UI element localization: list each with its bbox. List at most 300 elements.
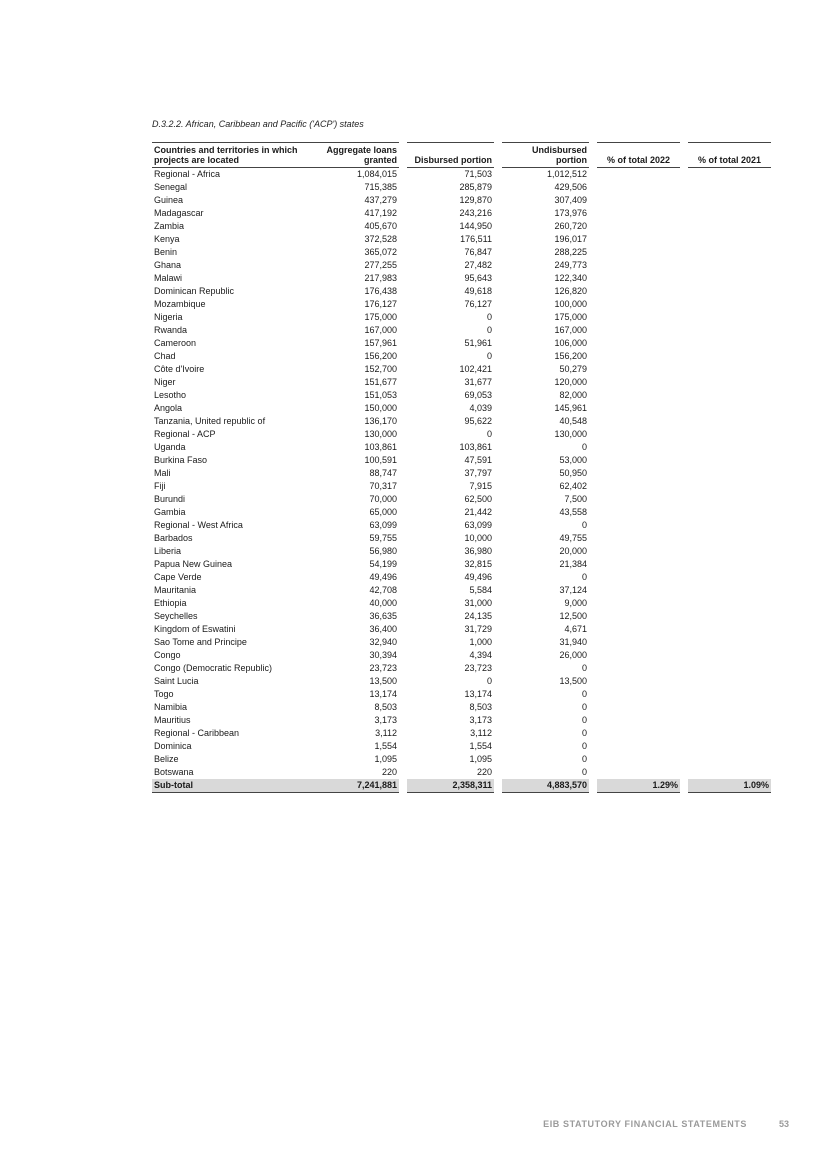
cell-pct-2021 (688, 194, 771, 207)
cell-pct-2021 (688, 220, 771, 233)
cell-pct-2021 (688, 428, 771, 441)
cell-aggregate: 715,385 (364, 182, 397, 192)
cell-aggregate: 36,400 (369, 624, 397, 634)
cell-undisbursed: 0 (581, 663, 587, 673)
cell-pct-2022 (597, 389, 680, 402)
cell-disbursed: 32,815 (464, 559, 492, 569)
cell-pct-2021 (688, 168, 771, 182)
table-row (152, 233, 771, 246)
cell-country: Mali (154, 468, 171, 478)
cell-pct-2022 (597, 753, 680, 766)
cell-aggregate: 175,000 (364, 312, 397, 322)
cell-pct-2021 (688, 376, 771, 389)
cell-pct-2022 (597, 363, 680, 376)
cell-pct-2021 (688, 714, 771, 727)
table-row (152, 714, 771, 727)
cell-aggregate: 365,072 (364, 247, 397, 257)
cell-country: Mauritania (154, 585, 197, 595)
cell-pct-2022 (597, 454, 680, 467)
cell-undisbursed: 0 (581, 520, 587, 530)
cell-country: Dominican Republic (154, 286, 235, 296)
table-row (152, 246, 771, 259)
table-row (152, 454, 771, 467)
cell-pct-2022 (597, 181, 680, 194)
table-row (152, 636, 771, 649)
table-row (152, 220, 771, 233)
cell-country: Lesotho (154, 390, 187, 400)
cell-pct-2021 (688, 246, 771, 259)
cell-disbursed: 5,584 (469, 585, 492, 595)
cell-aggregate: 13,174 (369, 689, 397, 699)
cell-pct-2021 (688, 727, 771, 740)
cell-pct-2021 (688, 402, 771, 415)
table-row (152, 675, 771, 688)
header-pct-2021: % of total 2021 (688, 143, 771, 168)
cell-country: Saint Lucia (154, 676, 199, 686)
cell-pct-2021 (688, 740, 771, 753)
cell-disbursed: 4,039 (469, 403, 492, 413)
cell-pct-2021 (688, 688, 771, 701)
cell-pct-2022 (597, 376, 680, 389)
cell-country: Uganda (154, 442, 186, 452)
cell-country: Mauritius (154, 715, 191, 725)
cell-aggregate: 13,500 (369, 676, 397, 686)
cell-country: Côte d'Ivoire (154, 364, 205, 374)
cell-pct-2022 (597, 623, 680, 636)
cell-disbursed: 1,554 (469, 741, 492, 751)
cell-pct-2021 (688, 675, 771, 688)
running-footer: EIB STATUTORY FINANCIAL STATEMENTS (543, 1119, 747, 1129)
cell-country: Namibia (154, 702, 188, 712)
cell-country: Ghana (154, 260, 182, 270)
cell-undisbursed: 145,961 (554, 403, 587, 413)
cell-pct-2021 (688, 558, 771, 571)
table-row (152, 597, 771, 610)
cell-country: Togo (154, 689, 174, 699)
cell-pct-2022 (597, 493, 680, 506)
cell-aggregate: 63,099 (369, 520, 397, 530)
cell-aggregate: 49,496 (369, 572, 397, 582)
cell-pct-2021 (688, 584, 771, 597)
cell-pct-2021 (688, 337, 771, 350)
cell-undisbursed: 62,402 (559, 481, 587, 491)
cell-undisbursed: 50,279 (559, 364, 587, 374)
cell-disbursed: 10,000 (464, 533, 492, 543)
cell-pct-2022 (597, 194, 680, 207)
cell-disbursed: 13,174 (464, 689, 492, 699)
cell-country: Seychelles (154, 611, 198, 621)
cell-undisbursed: 31,940 (559, 637, 587, 647)
cell-country: Senegal (154, 182, 188, 192)
cell-disbursed: 24,135 (464, 611, 492, 621)
cell-undisbursed: 0 (581, 689, 587, 699)
cell-aggregate: 103,861 (364, 442, 397, 452)
table-row (152, 688, 771, 701)
table-row (152, 558, 771, 571)
cell-undisbursed: 249,773 (554, 260, 587, 270)
table-row (152, 298, 771, 311)
cell-aggregate: 437,279 (364, 195, 397, 205)
cell-pct-2021 (688, 350, 771, 363)
cell-aggregate: 3,112 (375, 728, 397, 738)
cell-aggregate: 277,255 (364, 260, 397, 270)
table-row (152, 662, 771, 675)
table-row (152, 441, 771, 454)
cell-pct-2022 (597, 337, 680, 350)
cell-disbursed: 8,503 (469, 702, 492, 712)
cell-country: Guinea (154, 195, 184, 205)
table-row (152, 649, 771, 662)
cell-disbursed: 3,173 (469, 715, 492, 725)
cell-disbursed: 243,216 (459, 208, 492, 218)
subtotal-disbursed: 2,358,311 (407, 779, 494, 793)
cell-country: Tanzania, United republic of (154, 416, 266, 426)
cell-disbursed: 103,861 (459, 442, 492, 452)
cell-aggregate: 1,554 (374, 741, 397, 751)
cell-undisbursed: 156,200 (554, 351, 587, 361)
cell-disbursed: 95,643 (464, 273, 492, 283)
cell-disbursed: 0 (486, 429, 492, 439)
cell-pct-2021 (688, 324, 771, 337)
cell-disbursed: 220 (476, 767, 492, 777)
cell-pct-2021 (688, 610, 771, 623)
cell-aggregate: 42,708 (369, 585, 397, 595)
cell-undisbursed: 0 (581, 715, 587, 725)
cell-pct-2021 (688, 441, 771, 454)
cell-undisbursed: 12,500 (559, 611, 587, 621)
cell-disbursed: 144,950 (459, 221, 492, 231)
cell-pct-2021 (688, 597, 771, 610)
cell-aggregate: 176,127 (364, 299, 397, 309)
cell-country: Regional - Africa (154, 169, 221, 179)
cell-country: Papua New Guinea (154, 559, 233, 569)
cell-disbursed: 63,099 (464, 520, 492, 530)
cell-aggregate: 70,000 (369, 494, 397, 504)
cell-aggregate: 40,000 (369, 598, 397, 608)
cell-country: Congo (Democratic Republic) (154, 663, 273, 673)
cell-pct-2021 (688, 623, 771, 636)
table-row (152, 428, 771, 441)
cell-pct-2022 (597, 519, 680, 532)
cell-pct-2022 (597, 220, 680, 233)
cell-pct-2022 (597, 428, 680, 441)
cell-pct-2021 (688, 506, 771, 519)
table-row (152, 363, 771, 376)
table-row (152, 519, 771, 532)
cell-disbursed: 37,797 (464, 468, 492, 478)
cell-disbursed: 76,127 (464, 299, 492, 309)
subtotal-pct-2021: 1.09% (688, 779, 771, 793)
cell-pct-2021 (688, 480, 771, 493)
header-undisbursed: Undisbursed portion (502, 143, 589, 168)
cell-pct-2022 (597, 324, 680, 337)
table-header-row (152, 143, 771, 168)
cell-aggregate: 150,000 (364, 403, 397, 413)
table-row (152, 350, 771, 363)
cell-undisbursed: 0 (581, 741, 587, 751)
table-row (152, 467, 771, 480)
page-number: 53 (778, 1119, 789, 1129)
cell-pct-2022 (597, 675, 680, 688)
cell-aggregate: 23,723 (369, 663, 397, 673)
table-row (152, 506, 771, 519)
cell-disbursed: 62,500 (464, 494, 492, 504)
cell-disbursed: 31,729 (464, 624, 492, 634)
cell-disbursed: 7,915 (469, 481, 492, 491)
cell-pct-2022 (597, 545, 680, 558)
table-row (152, 207, 771, 220)
cell-country: Barbados (154, 533, 193, 543)
cell-aggregate: 405,670 (364, 221, 397, 231)
cell-pct-2021 (688, 389, 771, 402)
cell-pct-2021 (688, 181, 771, 194)
cell-pct-2022 (597, 350, 680, 363)
cell-country: Malawi (154, 273, 183, 283)
cell-pct-2021 (688, 545, 771, 558)
cell-country: Sao Tome and Principe (154, 637, 247, 647)
cell-pct-2022 (597, 649, 680, 662)
cell-aggregate: 59,755 (369, 533, 397, 543)
cell-disbursed: 69,053 (464, 390, 492, 400)
cell-disbursed: 285,879 (459, 182, 492, 192)
table-row (152, 727, 771, 740)
cell-pct-2022 (597, 766, 680, 779)
cell-undisbursed: 40,548 (559, 416, 587, 426)
cell-undisbursed: 4,671 (564, 624, 587, 634)
cell-undisbursed: 37,124 (559, 585, 587, 595)
cell-disbursed: 49,496 (464, 572, 492, 582)
cell-pct-2022 (597, 207, 680, 220)
table-row (152, 571, 771, 584)
cell-disbursed: 49,618 (464, 286, 492, 296)
cell-disbursed: 1,000 (469, 637, 492, 647)
cell-aggregate: 70,317 (369, 481, 397, 491)
cell-country: Benin (154, 247, 178, 257)
cell-undisbursed: 196,017 (554, 234, 587, 244)
cell-pct-2022 (597, 532, 680, 545)
cell-pct-2022 (597, 441, 680, 454)
table-row (152, 493, 771, 506)
cell-undisbursed: 21,384 (559, 559, 587, 569)
table-row (152, 272, 771, 285)
cell-disbursed: 3,112 (470, 728, 492, 738)
cell-disbursed: 27,482 (464, 260, 492, 270)
cell-pct-2021 (688, 649, 771, 662)
cell-aggregate: 156,200 (364, 351, 397, 361)
cell-pct-2022 (597, 168, 680, 182)
cell-country: Burkina Faso (154, 455, 208, 465)
cell-pct-2021 (688, 272, 771, 285)
table-row (152, 194, 771, 207)
cell-aggregate: 1,095 (374, 754, 397, 764)
cell-disbursed: 31,000 (464, 598, 492, 608)
cell-undisbursed: 7,500 (564, 494, 587, 504)
cell-country: Belize (154, 754, 179, 764)
cell-disbursed: 0 (486, 351, 492, 361)
cell-country: Mozambique (154, 299, 206, 309)
cell-aggregate: 151,053 (364, 390, 397, 400)
table-row (152, 402, 771, 415)
subtotal-row (152, 779, 771, 793)
cell-undisbursed: 126,820 (554, 286, 587, 296)
cell-aggregate: 417,192 (364, 208, 397, 218)
cell-aggregate: 56,980 (369, 546, 397, 556)
cell-aggregate: 152,700 (364, 364, 397, 374)
cell-aggregate: 30,394 (369, 650, 397, 660)
cell-country: Zambia (154, 221, 185, 231)
table-row (152, 337, 771, 350)
cell-disbursed: 0 (486, 312, 492, 322)
subtotal-label: Sub-total (152, 779, 312, 793)
cell-pct-2021 (688, 454, 771, 467)
cell-aggregate: 220 (381, 767, 397, 777)
cell-country: Madagascar (154, 208, 204, 218)
table-row (152, 532, 771, 545)
cell-pct-2022 (597, 662, 680, 675)
cell-disbursed: 71,503 (464, 169, 492, 179)
cell-pct-2021 (688, 519, 771, 532)
cell-pct-2022 (597, 610, 680, 623)
cell-pct-2022 (597, 584, 680, 597)
cell-aggregate: 54,199 (369, 559, 397, 569)
cell-country: Kenya (154, 234, 180, 244)
cell-disbursed: 23,723 (464, 663, 492, 673)
cell-country: Burundi (154, 494, 186, 504)
cell-undisbursed: 173,976 (554, 208, 587, 218)
cell-country: Liberia (154, 546, 182, 556)
cell-undisbursed: 82,000 (559, 390, 587, 400)
cell-pct-2022 (597, 558, 680, 571)
cell-country: Rwanda (154, 325, 188, 335)
table-row (152, 701, 771, 714)
cell-pct-2021 (688, 493, 771, 506)
subtotal-pct-2022: 1.29% (597, 779, 680, 793)
cell-country: Botswana (154, 767, 194, 777)
cell-pct-2021 (688, 753, 771, 766)
table-row (152, 285, 771, 298)
cell-country: Regional - West Africa (154, 520, 243, 530)
cell-pct-2021 (688, 363, 771, 376)
cell-country: Chad (154, 351, 176, 361)
cell-aggregate: 100,591 (364, 455, 397, 465)
cell-undisbursed: 53,000 (559, 455, 587, 465)
cell-undisbursed: 122,340 (554, 273, 587, 283)
header-country: Countries and territories in which projects are located (152, 143, 312, 168)
cell-pct-2022 (597, 415, 680, 428)
header-pct-2022: % of total 2022 (597, 143, 680, 168)
cell-undisbursed: 0 (581, 442, 587, 452)
cell-pct-2021 (688, 259, 771, 272)
cell-undisbursed: 0 (581, 728, 587, 738)
cell-pct-2022 (597, 233, 680, 246)
cell-undisbursed: 260,720 (554, 221, 587, 231)
cell-pct-2021 (688, 532, 771, 545)
cell-aggregate: 3,173 (374, 715, 397, 725)
cell-pct-2021 (688, 298, 771, 311)
table-row (152, 623, 771, 636)
cell-disbursed: 21,442 (464, 507, 492, 517)
cell-pct-2022 (597, 467, 680, 480)
cell-pct-2022 (597, 571, 680, 584)
table-row (152, 610, 771, 623)
cell-pct-2021 (688, 636, 771, 649)
table-row (152, 545, 771, 558)
cell-pct-2022 (597, 597, 680, 610)
cell-undisbursed: 288,225 (554, 247, 587, 257)
table-row (152, 766, 771, 779)
cell-undisbursed: 429,506 (554, 182, 587, 192)
cell-aggregate: 217,983 (364, 273, 397, 283)
cell-disbursed: 51,961 (464, 338, 492, 348)
subtotal-undisbursed: 4,883,570 (502, 779, 589, 793)
cell-disbursed: 4,394 (469, 650, 492, 660)
cell-aggregate: 88,747 (369, 468, 397, 478)
cell-pct-2021 (688, 415, 771, 428)
cell-aggregate: 32,940 (369, 637, 397, 647)
cell-aggregate: 65,000 (369, 507, 397, 517)
cell-pct-2022 (597, 259, 680, 272)
cell-country: Ethiopia (154, 598, 187, 608)
cell-country: Congo (154, 650, 181, 660)
cell-country: Cape Verde (154, 572, 202, 582)
cell-pct-2022 (597, 246, 680, 259)
cell-undisbursed: 50,950 (559, 468, 587, 478)
cell-aggregate: 36,635 (369, 611, 397, 621)
cell-aggregate: 157,961 (364, 338, 397, 348)
cell-disbursed: 31,677 (464, 377, 492, 387)
cell-pct-2022 (597, 480, 680, 493)
cell-undisbursed: 9,000 (564, 598, 587, 608)
cell-undisbursed: 100,000 (554, 299, 587, 309)
cell-pct-2022 (597, 740, 680, 753)
cell-undisbursed: 130,000 (554, 429, 587, 439)
cell-pct-2022 (597, 688, 680, 701)
table-row (152, 168, 771, 182)
cell-aggregate: 1,084,015 (356, 169, 397, 179)
cell-undisbursed: 0 (581, 572, 587, 582)
cell-pct-2021 (688, 571, 771, 584)
cell-pct-2022 (597, 727, 680, 740)
cell-pct-2022 (597, 506, 680, 519)
cell-disbursed: 0 (486, 676, 492, 686)
cell-disbursed: 0 (486, 325, 492, 335)
cell-undisbursed: 0 (581, 754, 587, 764)
cell-aggregate: 167,000 (364, 325, 397, 335)
cell-aggregate: 372,528 (364, 234, 397, 244)
cell-undisbursed: 307,409 (554, 195, 587, 205)
cell-undisbursed: 1,012,512 (546, 169, 587, 179)
cell-undisbursed: 175,000 (554, 312, 587, 322)
cell-undisbursed: 49,755 (559, 533, 587, 543)
table-row (152, 311, 771, 324)
cell-disbursed: 129,870 (459, 195, 492, 205)
cell-country: Dominica (154, 741, 192, 751)
table-row (152, 181, 771, 194)
cell-pct-2021 (688, 701, 771, 714)
cell-pct-2022 (597, 636, 680, 649)
cell-pct-2021 (688, 662, 771, 675)
header-disbursed: Disbursed portion (407, 143, 494, 168)
cell-disbursed: 47,591 (464, 455, 492, 465)
cell-disbursed: 76,847 (464, 247, 492, 257)
cell-country: Angola (154, 403, 183, 413)
cell-disbursed: 36,980 (464, 546, 492, 556)
cell-disbursed: 95,622 (464, 416, 492, 426)
subtotal-aggregate: 7,241,881 (312, 779, 399, 793)
cell-undisbursed: 43,558 (559, 507, 587, 517)
loans-table (152, 142, 771, 793)
cell-undisbursed: 120,000 (554, 377, 587, 387)
